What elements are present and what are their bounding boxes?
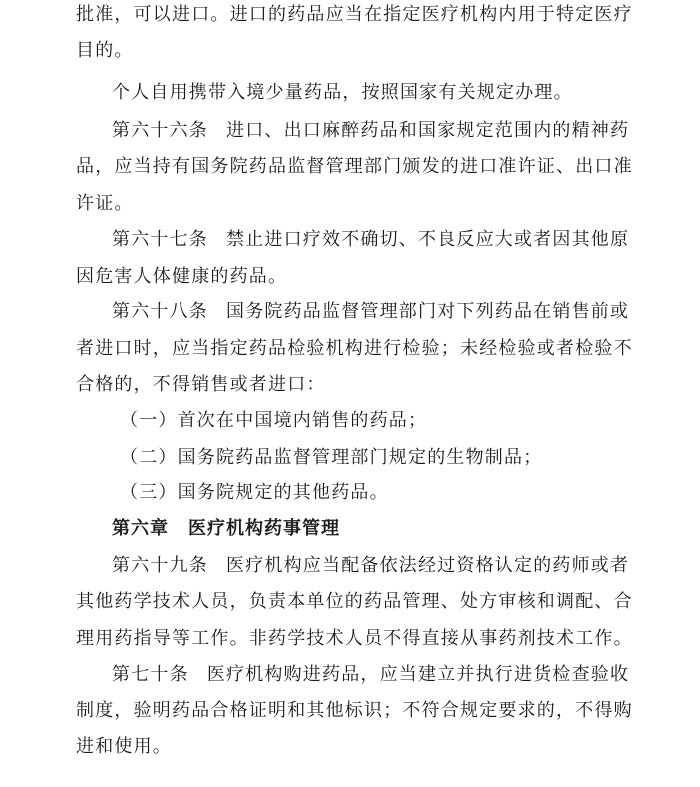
text-line: 许证。 (76, 193, 134, 214)
text-line: 目的。 (76, 40, 134, 61)
article-number: 第六十六条 (112, 120, 208, 141)
article-text: 国务院药品监督管理部门对下列药品在销售前或 (226, 301, 630, 322)
article-text: 禁止进口疗效不确切、不良反应大或者因其他原 (226, 229, 630, 250)
article-67-line (112, 229, 629, 251)
article-68-line (112, 301, 629, 323)
article-text: 医疗机构购进药品，应当建立并执行进货检查验收 (206, 664, 630, 685)
article-text: 进口、出口麻醉药品和国家规定范围内的精神药 (226, 120, 630, 141)
text-line: 品，应当持有国务院药品监督管理部门颁发的进口准许证、出口准 (76, 156, 633, 177)
article-number: 第六十九条 (112, 555, 208, 576)
list-item: （一）首次在中国境内销售的药品； (120, 410, 428, 431)
text-line: 因危害人体健康的药品。 (76, 266, 288, 287)
text-line: 批准，可以进口。进口的药品应当在指定医疗机构内用于特定医疗 (76, 4, 633, 25)
list-item: （三）国务院规定的其他药品。 (120, 482, 389, 503)
text-line: 者进口时，应当指定药品检验机构进行检验；未经检验或者检验不 (76, 338, 633, 359)
text-line: 理用药指导等工作。非药学技术人员不得直接从事药剂技术工作。 (76, 628, 633, 649)
text-line: 其他药学技术人员，负责本单位的药品管理、处方审核和调配、合 (76, 591, 633, 612)
text-line: 制度，验明药品合格证明和其他标识；不符合规定要求的，不得购 (76, 700, 633, 721)
article-66-line (112, 120, 629, 142)
text-line: 进和使用。 (76, 736, 172, 757)
article-70-line (112, 664, 629, 686)
article-69-line (112, 555, 629, 577)
article-text: 医疗机构应当配备依法经过资格认定的药师或者 (226, 555, 630, 576)
paragraph-line: 个人自用携带入境少量药品，按照国家有关规定办理。 (112, 82, 573, 103)
article-number: 第七十条 (112, 664, 189, 685)
article-number: 第六十七条 (112, 229, 208, 250)
article-number: 第六十八条 (112, 301, 208, 322)
chapter-heading: 第六章 医疗机构药事管理 (112, 518, 340, 539)
text-line: 合格的，不得销售或者进口： (76, 374, 326, 395)
list-item: （二）国务院药品监督管理部门规定的生物制品； (120, 447, 543, 468)
